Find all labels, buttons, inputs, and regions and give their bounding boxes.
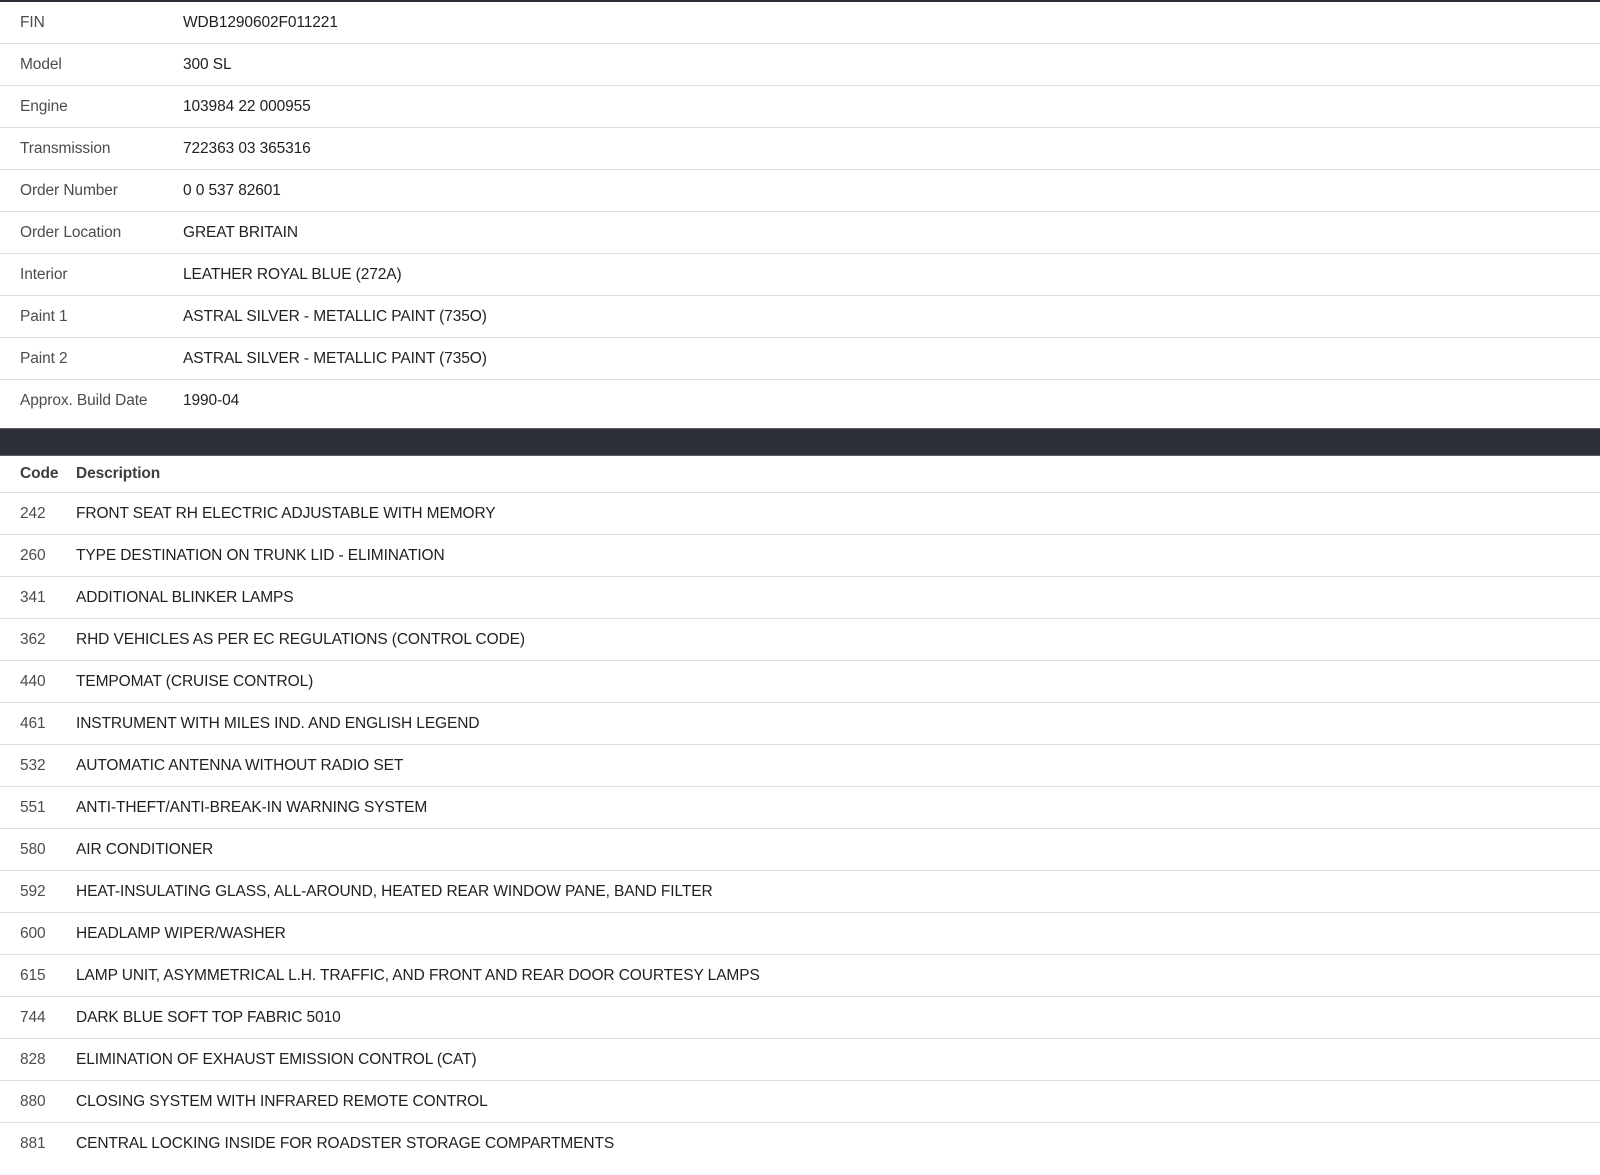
option-description: DARK BLUE SOFT TOP FABRIC 5010 (76, 1008, 341, 1026)
spec-row (0, 254, 1600, 296)
spec-row (0, 212, 1600, 254)
spec-row (0, 338, 1600, 380)
spec-value: WDB1290602F011221 (183, 13, 338, 31)
option-code: 744 (20, 1008, 46, 1026)
spec-label: Engine (20, 97, 68, 115)
spec-value: 722363 03 365316 (183, 139, 311, 157)
spec-label: Order Location (20, 223, 122, 241)
option-description: FRONT SEAT RH ELECTRIC ADJUSTABLE WITH MEMORY (76, 504, 496, 522)
spec-label: Approx. Build Date (20, 392, 148, 409)
option-row (0, 913, 1600, 955)
option-row (0, 577, 1600, 619)
option-description: HEAT-INSULATING GLASS, ALL-AROUND, HEATED REAR WINDOW PANE, BAND FILTER (76, 882, 713, 900)
option-description: LAMP UNIT, ASYMMETRICAL L.H. TRAFFIC, AND FRONT AND REAR DOOR COURTESY LAMPS (76, 966, 760, 984)
option-row (0, 661, 1600, 703)
option-description: HEADLAMP WIPER/WASHER (76, 924, 286, 942)
spec-label: Interior (20, 265, 68, 283)
options-table-body (0, 493, 1600, 1165)
spec-value: LEATHER ROYAL BLUE (272A) (183, 265, 402, 283)
option-code: 881 (20, 1135, 46, 1152)
option-row (0, 871, 1600, 913)
spec-row (0, 296, 1600, 338)
spec-row (0, 86, 1600, 128)
spec-label: Paint 2 (20, 349, 68, 367)
option-row (0, 955, 1600, 997)
option-description: ELIMINATION OF EXHAUST EMISSION CONTROL (CAT) (76, 1050, 477, 1068)
options-header-row (0, 456, 1600, 493)
spec-row (0, 44, 1600, 86)
spec-value: 1990-04 (183, 392, 240, 409)
option-code: 615 (20, 966, 46, 984)
option-description: ANTI-THEFT/ANTI-BREAK-IN WARNING SYSTEM (76, 798, 428, 816)
option-code: 532 (20, 756, 46, 774)
code-column-header: Code (20, 465, 59, 482)
option-description: RHD VEHICLES AS PER EC REGULATIONS (CONTROL CODE) (76, 630, 525, 648)
spec-row (0, 2, 1600, 44)
option-row (0, 829, 1600, 871)
option-row (0, 535, 1600, 577)
option-code: 341 (20, 588, 46, 606)
spec-value: 103984 22 000955 (183, 97, 311, 115)
spec-label: Order Number (20, 181, 118, 199)
spec-label: Paint 1 (20, 307, 68, 325)
option-code: 242 (20, 504, 46, 522)
option-row (0, 997, 1600, 1039)
option-row (0, 703, 1600, 745)
spec-label: Model (20, 55, 62, 73)
option-row (0, 1081, 1600, 1123)
option-row (0, 619, 1600, 661)
option-row (0, 745, 1600, 787)
vehicle-specs-table (0, 2, 1600, 422)
spec-value: GREAT BRITAIN (183, 223, 298, 241)
option-description: TYPE DESTINATION ON TRUNK LID - ELIMINATION (76, 546, 445, 564)
option-description: CENTRAL LOCKING INSIDE FOR ROADSTER STORAGE COMPARTMENTS (76, 1135, 615, 1152)
description-column-header: Description (76, 465, 161, 482)
option-code: 260 (20, 546, 46, 564)
option-description: TEMPOMAT (CRUISE CONTROL) (76, 672, 314, 690)
spec-row (0, 170, 1600, 212)
option-row (0, 1123, 1600, 1165)
spec-value: ASTRAL SILVER - METALLIC PAINT (735O) (183, 349, 487, 367)
option-description: AUTOMATIC ANTENNA WITHOUT RADIO SET (76, 756, 404, 774)
spec-label: Transmission (20, 139, 111, 157)
spec-row (0, 380, 1600, 422)
option-code: 551 (20, 798, 46, 816)
option-code: 580 (20, 840, 46, 858)
option-code: 592 (20, 882, 46, 900)
option-code: 440 (20, 672, 46, 690)
spec-value: 300 SL (183, 55, 232, 73)
section-divider-bar (0, 428, 1600, 456)
option-code: 461 (20, 714, 46, 732)
option-row (0, 787, 1600, 829)
spec-row (0, 128, 1600, 170)
option-code: 880 (20, 1092, 46, 1110)
option-description: AIR CONDITIONER (76, 840, 214, 858)
option-row (0, 1039, 1600, 1081)
option-description: INSTRUMENT WITH MILES IND. AND ENGLISH LEGEND (76, 714, 480, 732)
spec-value: 0 0 537 82601 (183, 181, 281, 199)
option-code: 362 (20, 630, 46, 648)
options-table (0, 456, 1600, 1165)
option-row (0, 493, 1600, 535)
spec-label: FIN (20, 13, 45, 31)
option-description: CLOSING SYSTEM WITH INFRARED REMOTE CONTROL (76, 1092, 488, 1110)
option-description: ADDITIONAL BLINKER LAMPS (76, 588, 294, 606)
spec-value: ASTRAL SILVER - METALLIC PAINT (735O) (183, 307, 487, 325)
option-code: 600 (20, 924, 46, 942)
option-code: 828 (20, 1050, 46, 1068)
